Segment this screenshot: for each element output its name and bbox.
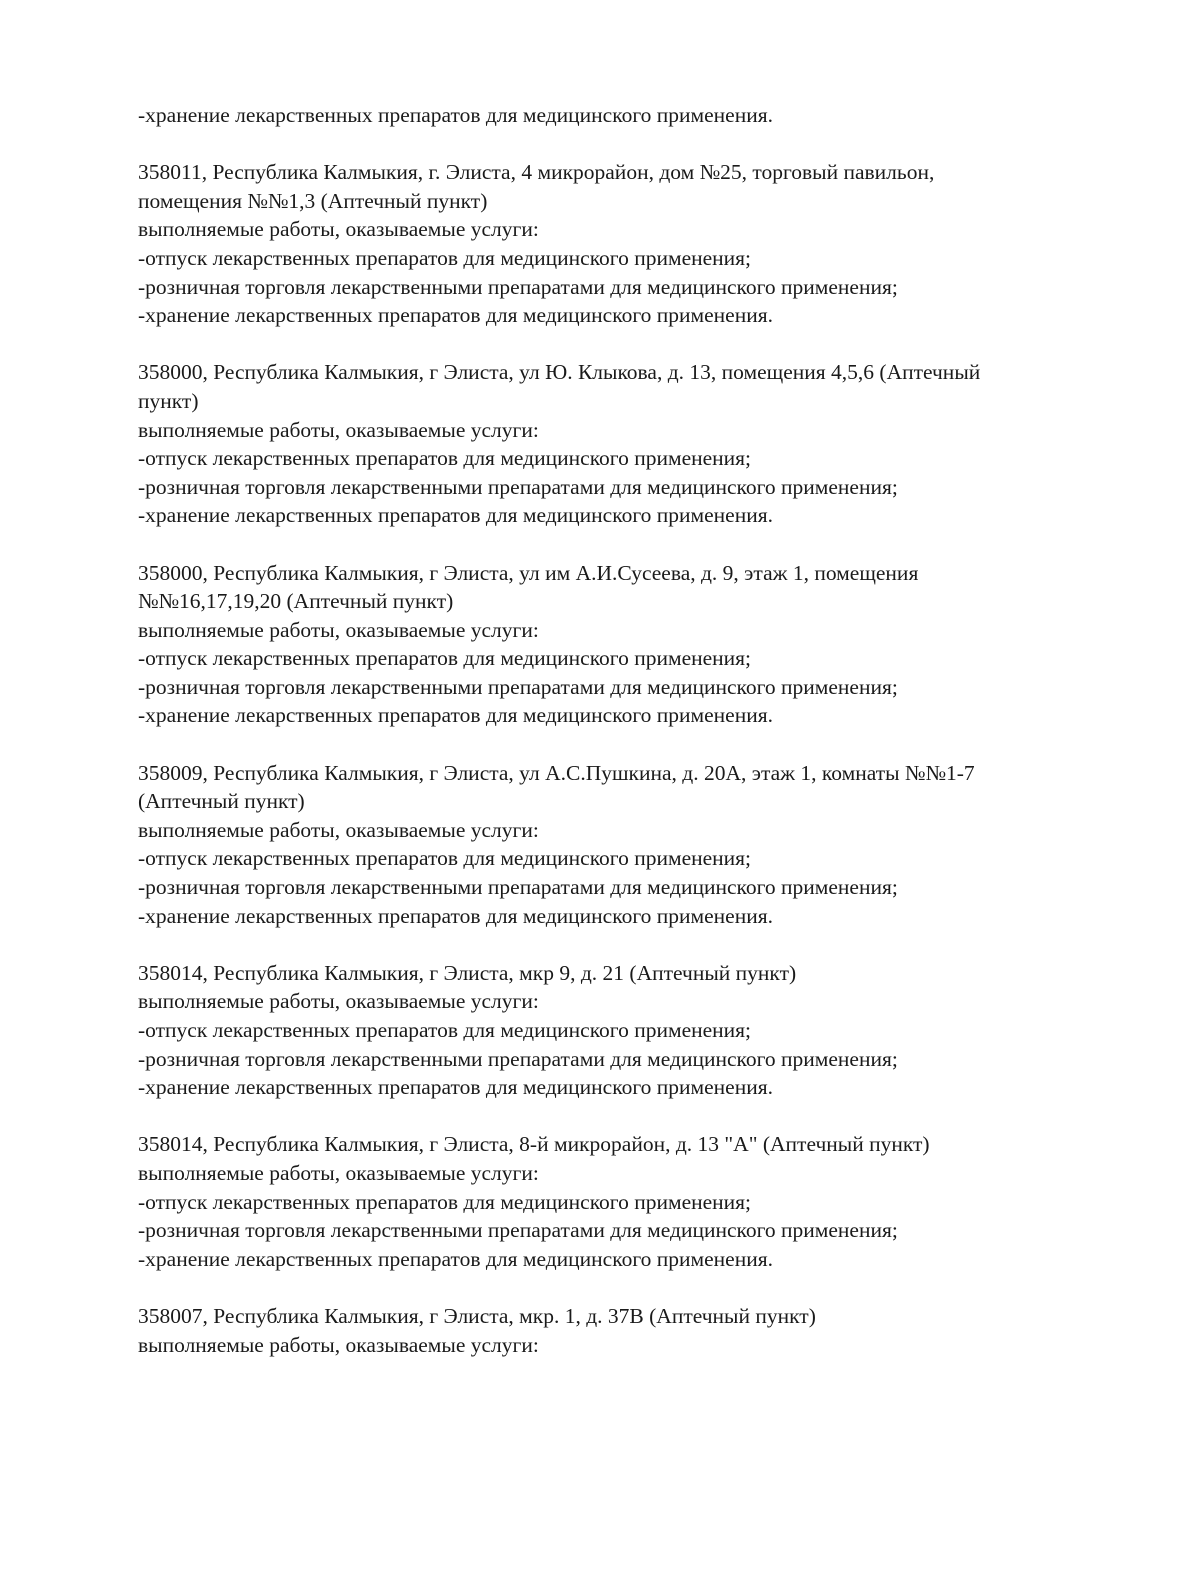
address-line: (Аптечный пункт)	[138, 789, 305, 814]
pharmacy-entry-7	[138, 1302, 1098, 1359]
service-item: -отпуск лекарственных препаратов для медицинского применения;	[138, 1189, 752, 1214]
service-item: -розничная торговля лекарственными препаратами для медицинского применения;	[138, 1218, 898, 1243]
service-item: -хранение лекарственных препаратов для медицинского применения.	[138, 303, 773, 328]
service-item: -отпуск лекарственных препаратов для медицинского применения;	[138, 646, 752, 671]
pharmacy-entry-6	[138, 1130, 1098, 1273]
address-line: 358014, Республика Калмыкия, г Элиста, 8-й микрорайон, д. 13 "А" (Аптечный пункт)	[138, 1132, 930, 1157]
service-item: -хранение лекарственных препаратов для медицинского применения.	[138, 1075, 773, 1100]
pharmacy-entry-5	[138, 959, 1098, 1102]
service-item: -розничная торговля лекарственными препаратами для медицинского применения;	[138, 274, 898, 299]
services-header: выполняемые работы, оказываемые услуги:	[138, 1160, 539, 1185]
document-body	[138, 101, 1098, 1388]
pharmacy-entry-2	[138, 358, 1098, 530]
service-item: -хранение лекарственных препаратов для медицинского применения.	[138, 503, 773, 528]
service-item: -хранение лекарственных препаратов для медицинского применения.	[138, 903, 773, 928]
services-header: выполняемые работы, оказываемые услуги:	[138, 617, 539, 642]
service-item: -хранение лекарственных препаратов для медицинского применения.	[138, 703, 773, 728]
pharmacy-entry-1	[138, 158, 1098, 330]
address-line: №№16,17,19,20 (Аптечный пункт)	[138, 589, 454, 614]
service-item: -розничная торговля лекарственными препаратами для медицинского применения;	[138, 875, 898, 900]
pharmacy-entry-4	[138, 759, 1098, 931]
service-item: -отпуск лекарственных препаратов для медицинского применения;	[138, 446, 752, 471]
address-line: 358014, Республика Калмыкия, г Элиста, мкр 9, д. 21 (Аптечный пункт)	[138, 960, 797, 985]
services-header: выполняемые работы, оказываемые услуги:	[138, 1332, 539, 1357]
address-line: 358011, Республика Калмыкия, г. Элиста, 4 микрорайон, дом №25, торговый павильон,	[138, 160, 935, 185]
address-line: 358007, Республика Калмыкия, г Элиста, мкр. 1, д. 37В (Аптечный пункт)	[138, 1303, 816, 1328]
address-line: 358009, Республика Калмыкия, г Элиста, ул А.С.Пушкина, д. 20А, этаж 1, комнаты №№1-7	[138, 760, 975, 785]
service-item: -отпуск лекарственных препаратов для медицинского применения;	[138, 1018, 752, 1042]
service-item: -хранение лекарственных препаратов для медицинского применения.	[138, 1246, 773, 1271]
lead-line: -хранение лекарственных препаратов для медицинского применения.	[138, 103, 773, 127]
service-item: -розничная торговля лекарственными препаратами для медицинского применения;	[138, 674, 898, 699]
pharmacy-entry-3	[138, 559, 1098, 731]
lead-paragraph	[138, 101, 1098, 130]
services-header: выполняемые работы, оказываемые услуги:	[138, 417, 539, 442]
address-line: пункт)	[138, 388, 199, 413]
services-header: выполняемые работы, оказываемые услуги:	[138, 817, 539, 842]
service-item: -розничная торговля лекарственными препаратами для медицинского применения;	[138, 1046, 898, 1071]
services-header: выполняемые работы, оказываемые услуги:	[138, 217, 539, 242]
service-item: -отпуск лекарственных препаратов для медицинского применения;	[138, 245, 752, 270]
address-line: 358000, Республика Калмыкия, г Элиста, ул Ю. Клыкова, д. 13, помещения 4,5,6 (Аптечный	[138, 360, 981, 385]
services-header: выполняемые работы, оказываемые услуги:	[138, 989, 539, 1014]
service-item: -отпуск лекарственных препаратов для медицинского применения;	[138, 846, 752, 871]
address-line: 358000, Республика Калмыкия, г Элиста, ул им А.И.Сусеева, д. 9, этаж 1, помещения	[138, 560, 919, 585]
address-line: помещения №№1,3 (Аптечный пункт)	[138, 188, 488, 213]
service-item: -розничная торговля лекарственными препаратами для медицинского применения;	[138, 474, 898, 499]
